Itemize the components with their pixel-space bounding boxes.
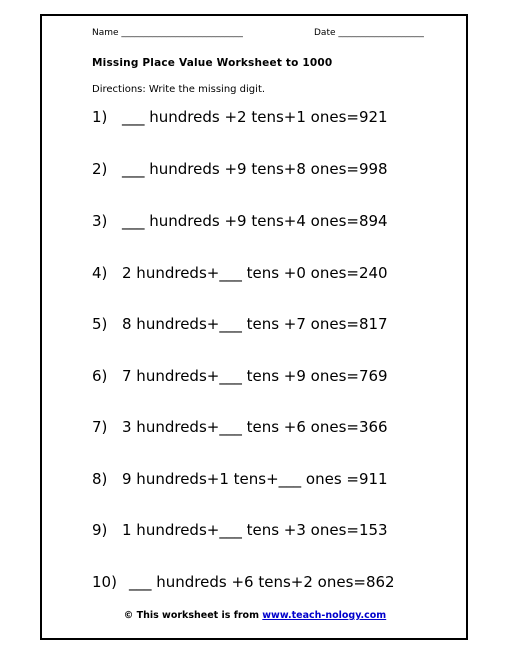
problem-number: 10) xyxy=(92,573,117,591)
problem-item xyxy=(92,315,388,333)
problem-text: 9 hundreds+1 tens+___ ones =911 xyxy=(122,470,388,488)
name-field: Name ___________________________ xyxy=(92,28,243,38)
problem-number: 7) xyxy=(92,418,108,436)
problem-number: 3) xyxy=(92,212,108,230)
problem-text: 2 hundreds+___ tens +0 ones=240 xyxy=(122,264,388,282)
problem-text: ___ hundreds +9 tens+4 ones=894 xyxy=(122,212,388,230)
footer-prefix: © This worksheet is from xyxy=(123,610,263,621)
problem-text: 3 hundreds+___ tens +6 ones=366 xyxy=(122,418,388,436)
problem-item xyxy=(92,367,388,385)
problem-number: 5) xyxy=(92,315,108,333)
footer-link[interactable]: www.teach-nology.com xyxy=(262,610,387,621)
header xyxy=(92,28,460,42)
problem-text: ___ hundreds +9 tens+8 ones=998 xyxy=(122,160,388,178)
problem-number: 6) xyxy=(92,367,108,385)
problem-text: 8 hundreds+___ tens +7 ones=817 xyxy=(122,315,388,333)
problem-item xyxy=(92,470,388,488)
directions-text: Directions: Write the missing digit. xyxy=(92,84,266,95)
problem-text: 1 hundreds+___ tens +3 ones=153 xyxy=(122,521,388,539)
problem-text: ___ hundreds +6 tens+2 ones=862 xyxy=(129,573,395,591)
problem-number: 2) xyxy=(92,160,108,178)
problem-number: 4) xyxy=(92,264,108,282)
footer-credit xyxy=(0,610,510,621)
problem-item xyxy=(92,264,388,282)
problem-number: 9) xyxy=(92,521,108,539)
problem-item xyxy=(92,521,388,539)
worksheet-title: Missing Place Value Worksheet to 1000 xyxy=(92,57,333,69)
problem-number: 8) xyxy=(92,470,108,488)
problem-item xyxy=(92,160,388,178)
problem-item xyxy=(92,108,388,126)
problem-text: ___ hundreds +2 tens+1 ones=921 xyxy=(122,108,388,126)
problem-item xyxy=(92,418,388,436)
problem-text: 7 hundreds+___ tens +9 ones=769 xyxy=(122,367,388,385)
date-field: Date ___________________ xyxy=(314,28,424,38)
problem-item xyxy=(92,212,388,230)
problem-item xyxy=(92,573,395,591)
problem-number: 1) xyxy=(92,108,108,126)
